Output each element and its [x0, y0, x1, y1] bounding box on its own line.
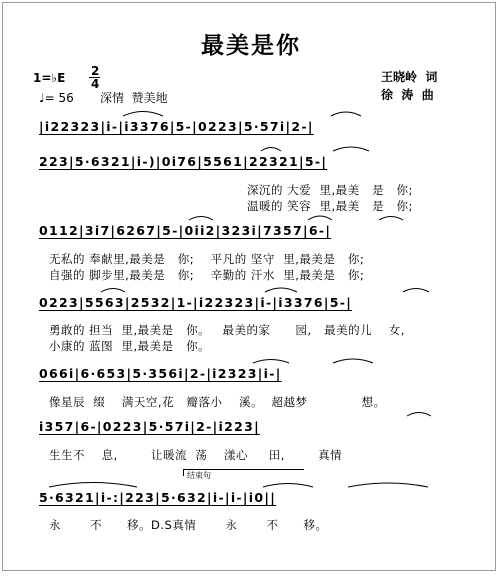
- slur: [253, 360, 289, 364]
- time-signature-top: 2: [91, 64, 100, 78]
- slur: [379, 217, 403, 221]
- slur: [348, 483, 428, 487]
- lyricist-credit: 王晓岭 词: [381, 70, 438, 84]
- slur: [189, 217, 213, 221]
- slur: [265, 288, 297, 292]
- slur: [333, 359, 373, 363]
- expression-mark: 深情 赞美地: [100, 91, 168, 105]
- lyric-row-5: 像星辰 缀 满天空,花 瓣落小 溪。 超越梦 想。: [49, 395, 386, 409]
- notation-row-3: 0112|3i7|6267|5-|0ii2|323i|7357|6-|: [39, 223, 332, 238]
- lyric-row-3-verse-2: 自强的 脚步里,最美是 你; 辛勤的 汗水 里,最美是 你;: [49, 268, 365, 282]
- slur: [123, 112, 163, 117]
- tempo-mark: ♩= 56: [39, 91, 74, 105]
- notation-row-7: 5·6321|i-:|223|5·632|i-|i-|i0||: [39, 490, 277, 505]
- coda-tag: 结束句: [187, 471, 211, 480]
- song-title: 最美是你: [201, 33, 301, 59]
- slur: [263, 484, 313, 488]
- lyric-row-6: 生生不 息, 让暖流 荡 漾心 田, 真情: [49, 448, 343, 462]
- notation-row-1: |i22323|i-|i3376|5-|0223|5·57i|2-|: [39, 119, 314, 134]
- slur: [407, 413, 431, 417]
- slur: [308, 216, 332, 220]
- score-sheet: [2, 2, 496, 571]
- composer-credit: 徐 涛 曲: [381, 88, 434, 102]
- notation-row-4: 0223|5563|2532|1-|i22323|i-|i3376|5-|: [39, 295, 353, 310]
- lyric-row-4-verse-2: 小康的 蓝图 里,最美是 你。: [49, 339, 211, 353]
- notation-row-6: i357|6-|0223|5·57i|2-|i223|: [39, 419, 260, 434]
- slur: [403, 289, 429, 293]
- notation-row-5: 066i|6·653|5·356i|2-|i2323|i-|: [39, 366, 282, 381]
- key-signature: 1=♭E: [33, 71, 66, 85]
- slur: [331, 112, 361, 116]
- lyric-row-2-verse-2: 温暖的 笑容 里,最美 是 你;: [247, 199, 413, 213]
- slur: [101, 289, 125, 293]
- notation-row-2: 223|5·6321|i-)|0i76|5561|22321|5-|: [39, 154, 328, 169]
- slur: [261, 148, 281, 152]
- slur: [49, 483, 137, 488]
- slur: [333, 147, 369, 151]
- time-signature-bottom: 4: [91, 77, 100, 91]
- lyric-row-3-verse-1: 无私的 奉献里,最美是 你; 平凡的 坚守 里,最美是 你;: [49, 252, 365, 266]
- lyric-row-4-verse-1: 勇敢的 担当 里,最美是 你。 最美的家 园, 最美的儿 女,: [49, 323, 405, 337]
- lyric-row-7: 永 不 移。D.S真情 永 不 移。: [49, 518, 328, 532]
- lyric-row-2-verse-1: 深沉的 大爱 里,最美 是 你;: [247, 183, 413, 197]
